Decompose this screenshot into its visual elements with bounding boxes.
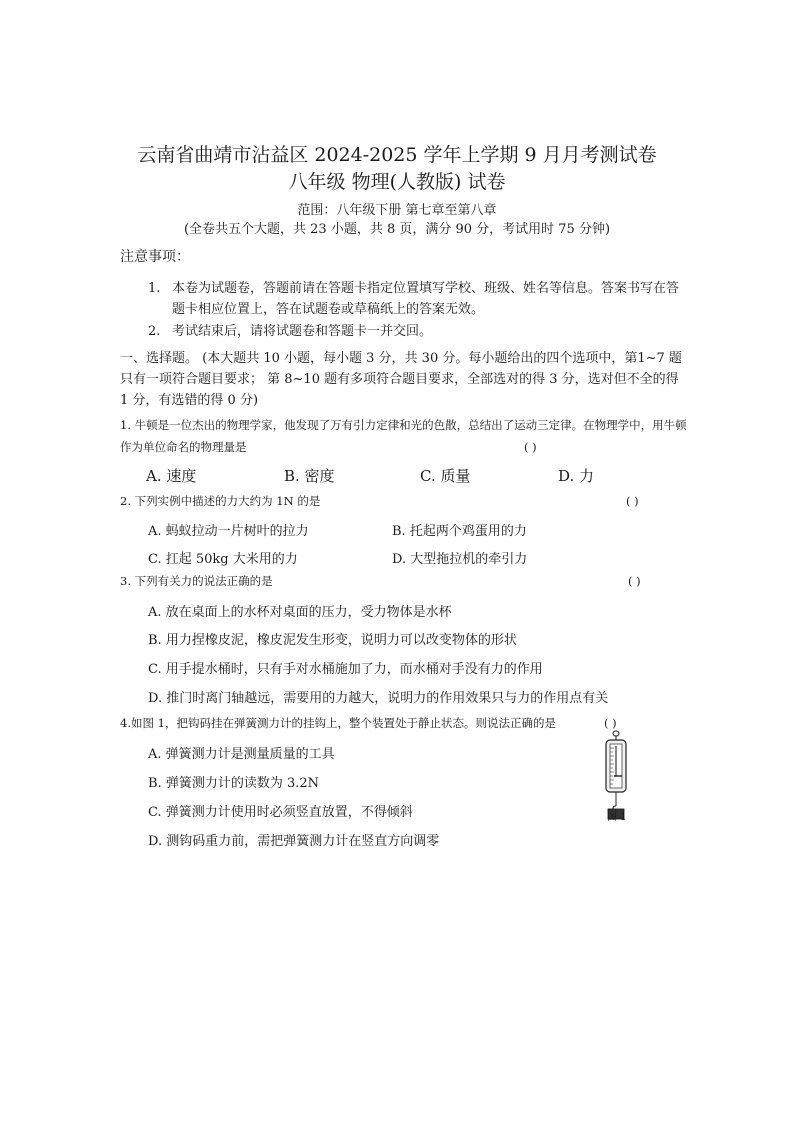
option-c: C. 用手提水桶时，只有手对水桶施加了力，而水桶对手没有力的作用 bbox=[148, 662, 543, 677]
notice-title: 注意事项： bbox=[120, 249, 190, 265]
figure-label: 图 1 bbox=[607, 812, 627, 823]
option-a: A. 速度 bbox=[146, 467, 197, 485]
answer-paren: ( ) bbox=[604, 716, 617, 730]
exam-title: 云南省曲靖市沾益区 2024-2025 学年上学期 9 月月考测试卷 bbox=[137, 144, 657, 166]
option-d: D. 力 bbox=[558, 467, 595, 485]
option-c: C. 弹簧测力计使用时必须竖直放置，不得倾斜 bbox=[148, 805, 413, 820]
option-b: B. 用力捏橡皮泥，橡皮泥发生形变，说明力可以改变物体的形状 bbox=[148, 633, 517, 648]
option-c: C. 质量 bbox=[420, 467, 471, 485]
option-d: D. 推门时离门轴越远，需要用的力越大，说明力的作用效果只与力的作用点有关 bbox=[148, 691, 609, 706]
question-1-stem: 1. 牛顿是一位杰出的物理学家，他发现了万有引力定律和光的色散，总结出了运动三定律。在物理学中，用牛顿作为单位命名的物理量是 bbox=[120, 418, 687, 454]
notice-item bbox=[148, 278, 688, 320]
notice-item-number: 2. bbox=[148, 324, 161, 339]
option-d: D. 测钩码重力前，需把弹簧测力计在竖直方向调零 bbox=[148, 834, 440, 849]
notice-item bbox=[148, 321, 688, 342]
option-b: B. 密度 bbox=[284, 467, 335, 485]
option-a: A. 弹簧测力计是测量质量的工具 bbox=[148, 747, 335, 762]
question-4-stem: 4.如图 1，把钩码挂在弹簧测力计的挂钩上，整个装置处于静止状态。则说法正确的是 bbox=[120, 716, 556, 730]
question-2-stem: 2. 下列实例中描述的力大约为 1N 的是 bbox=[120, 494, 321, 508]
option-d: D. 大型拖拉机的牵引力 bbox=[392, 552, 528, 567]
exam-scope: 范围：八年级下册 第七章至第八章 bbox=[297, 203, 497, 218]
notice-list bbox=[148, 278, 688, 343]
option-a: A. 蚂蚁拉动一片树叶的拉力 bbox=[148, 524, 309, 539]
option-a: A. 放在桌面上的水杯对桌面的压力，受力物体是水杯 bbox=[148, 605, 452, 620]
option-b: B. 弹簧测力计的读数为 3.2N bbox=[148, 776, 319, 791]
notice-item-text: 考试结束后，请将试题卷和答题卡一并交回。 bbox=[172, 324, 433, 339]
answer-paren: ( ) bbox=[626, 494, 639, 508]
exam-subtitle: 八年级 物理(人教版) 试卷 bbox=[288, 171, 506, 193]
notice-item-text: 本卷为试题卷，答题前请在答题卡指定位置填写学校、班级、姓名等信息。答案书写在答题卡相应位置上，答在试题卷或草稿纸上的答案无效。 bbox=[172, 281, 680, 317]
section-heading: 一、选择题。 (本大题共 10 小题，每小题 3 分，共 30 分。每小题给出的四个选项中，第1~7 题只有一项符合题目要求； 第 8~10 题有多项符合题目要求，全部选对的得 3 分，选对但不全的得 1 分，有选错的得 0 分) bbox=[120, 351, 682, 408]
answer-paren: ( ) bbox=[524, 440, 537, 454]
top-ring-icon bbox=[613, 731, 619, 736]
answer-paren: ( ) bbox=[628, 574, 641, 588]
option-b: B. 托起两个鸡蛋用的力 bbox=[392, 524, 527, 539]
notice-item-number: 1. bbox=[148, 281, 161, 296]
option-c: C. 扛起 50kg 大米用的力 bbox=[148, 552, 298, 567]
question-3-stem: 3. 下列有关力的说法正确的是 bbox=[120, 574, 273, 588]
exam-info: (全卷共五个大题，共 23 小题，共 8 页，满分 90 分，考试用时 75 分钟) bbox=[183, 222, 611, 237]
